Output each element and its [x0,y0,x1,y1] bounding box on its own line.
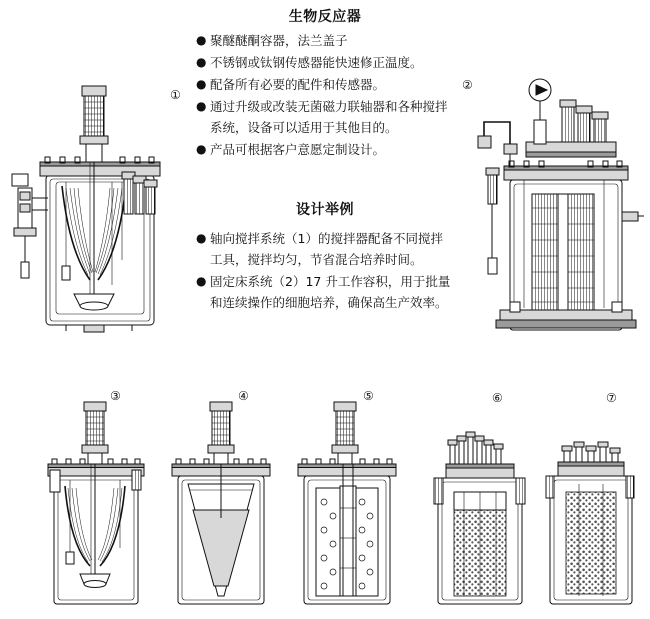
feature-text: 通过升级或改装无菌磁力联轴器和各种搅拌系统，设备可以适用于其他目的。 [210,99,448,135]
feature-text: 配备所有必要的配件和传感器。 [210,77,386,92]
example-text: 固定床系统（2）17 升工作容积，用于批量和连续操作的细胞培养，确保高生产效率。 [210,274,451,310]
bullet-icon: ● [196,33,207,47]
bullet-icon: ● [196,142,207,156]
figure-variant-5 [286,398,406,613]
features-list [196,30,454,161]
example-text: 轴向搅拌系统（1）的搅拌器配备不同搅拌工具，搅拌均匀，节省混合培养时间。 [210,231,443,267]
bullet-icon: ● [196,274,207,288]
figure-variant-3 [36,398,154,613]
feature-text: 产品可根据客户意愿定制设计。 [210,142,386,157]
list-item [196,74,454,95]
figure-variant-6 [420,400,538,613]
bullet-icon: ● [196,77,207,91]
figure-label-2: ② [462,78,473,92]
figure-label-7: ⑦ [606,391,617,405]
figure-variant-7 [534,400,646,613]
figure-axial-stirred-bioreactor [4,70,176,335]
page-title: 生物反应器 [288,9,362,25]
section-title-examples: 设计举例 [296,202,354,218]
figure-label-3: ③ [110,389,121,403]
feature-text: 不锈钢或钛钢传感器能快速修正温度。 [210,55,423,70]
list-item [196,96,454,138]
figure-label-5: ⑤ [363,389,374,403]
bullet-icon: ● [196,99,207,113]
bullet-icon: ● [196,231,207,245]
list-item [196,228,454,270]
examples-list [196,228,454,314]
bullet-icon: ● [196,55,207,69]
figure-variant-4 [160,398,280,613]
figure-label-4: ④ [238,389,249,403]
figure-label-6: ⑥ [492,391,503,405]
list-item [196,271,454,313]
list-item [196,139,454,160]
feature-text: 聚醚醚酮容器，法兰盖子 [210,33,348,48]
list-item [196,30,454,51]
figure-label-1: ① [170,88,181,102]
list-item [196,52,454,73]
figure-fixed-bed-bioreactor [466,62,648,332]
